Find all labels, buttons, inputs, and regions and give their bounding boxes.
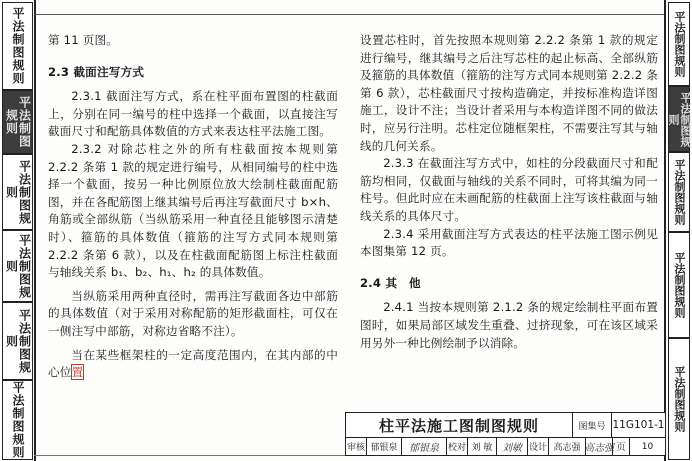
left-tab-2-active[interactable]: [2, 90, 33, 154]
reviewer-name: 郁银泉: [367, 438, 402, 455]
left-text-column: [48, 32, 338, 382]
left-tab-label: 平法制图规则: [4, 96, 32, 148]
paragraph-core-column-intro: [48, 347, 338, 382]
left-tab-label: 平法制图规则: [4, 159, 32, 225]
bottom-rule: [34, 455, 345, 456]
checker-name: 刘 敏: [468, 438, 497, 455]
paragraph-2-3-3: 2.3.3 在截面注写方式中，如柱的分段截面尺寸和配筋均相同，仅截面与轴线的关系不同时，可将其编为同一柱号。但此时应在未画配筋的柱截面上注写该柱截面与轴线关系的具体尺寸。: [360, 156, 658, 223]
right-tab-1[interactable]: [668, 2, 690, 86]
left-tab-label: 平法制图规则: [4, 308, 32, 374]
page-number: 10: [641, 441, 654, 452]
left-tab-6[interactable]: [2, 380, 33, 460]
section-heading-2-4: 2.4 其 他: [360, 275, 421, 290]
left-tab-1[interactable]: [2, 2, 33, 90]
left-tab-label: 平法制图规则: [4, 233, 32, 299]
top-rule: [34, 14, 664, 15]
left-tab-5[interactable]: [2, 302, 33, 380]
left-tab-3[interactable]: [2, 154, 33, 230]
design-label: 设计: [528, 438, 549, 455]
paragraph-2-3-1: 2.3.1 截面注写方式，系在柱平面布置图的柱截面上，分别在同一编号的柱中选择一个截面，以直接注写截面尺寸和配筋具体数值的方式来表达柱平法施工图。: [48, 89, 338, 139]
drawing-title: 柱平法施工图制图规则: [346, 413, 573, 437]
right-tab-5[interactable]: [668, 338, 690, 460]
paragraph-2-4-1: 2.4.1 当按本规则第 2.1.2 条的规定绘制柱平面布置图时，如果局部区域发生重叠、过挤现象，可在该区域采用另外一种比例绘制予以消除。: [360, 300, 658, 350]
right-tab-3[interactable]: [668, 152, 690, 232]
reviewer-signature: 郁银泉: [402, 438, 447, 455]
paragraph-2-3-4: 2.3.4 采用截面注写方式表达的柱平法施工图示例见本图集第 12 页。: [360, 226, 658, 259]
right-tab-2-active[interactable]: [668, 86, 690, 152]
continued-line: 第 11 页图。: [48, 33, 119, 47]
right-tab-strip: [664, 0, 690, 461]
designer-signature: 高志强: [586, 438, 613, 455]
left-tab-label: 平法制图规则: [11, 381, 25, 459]
right-tab-label: 平法制图规则: [667, 91, 692, 147]
left-tab-label: 平法制图规则: [11, 7, 25, 85]
paragraph-two-diameters: 当纵筋采用两种直径时，需再注写截面各边中部筋的具体数值（对于采用对称配筋的矩形截面柱，可仅在一侧注写中部筋，对称边省略不注）。: [48, 288, 338, 338]
paragraph-core-column-cont: 设置芯柱时，首先按照本规则第 2.2.2 条第 1 款的规定进行编号，继其编号之后注写芯柱的起止标高、全部纵筋及箍筋的具体数值（箍筋的注写方式同本规则第 2.2.2 条第 6 款），芯柱截面尺寸按构造确定，并按标准构造详图施工，设计不注；当设计者采用与本构造详图不同的做法时，应另行注明。芯柱定位随框架柱，不需要注写其与轴线的几何关系。: [360, 33, 658, 153]
right-tab-4[interactable]: [668, 232, 690, 338]
section-heading-2-3: 2.3 截面注写方式: [48, 64, 145, 79]
right-text-column: [360, 32, 658, 352]
checker-signature: 刘敏: [497, 438, 528, 455]
right-tab-label: 平法制图规则: [673, 159, 686, 225]
left-tab-strip: [0, 0, 36, 461]
left-tab-4[interactable]: [2, 230, 33, 302]
right-tab-label: 平法制图规则: [673, 366, 686, 432]
title-block: [345, 412, 666, 456]
paragraph-2-3-2: 2.3.2 对除芯柱之外的所有柱截面按本规则第 2.2.2 条第 1 款的规定进行编号，从相同编号的柱中选择一个截面，按另一种比例原位放大绘制柱截面配筋图，并在各配筋图上继其编号后再注写截面尺寸 b×h、角筋或全部纵筋（当纵筋采用一种直径且能够图示清楚时）、箍筋的具体数值（箍筋的注写方式同本规则第 2.2.2 条第 6 款），以及在柱截面配筋图上标注柱截面与轴线关系 b₁、b₂、h₁、h₂ 的具体数值。: [48, 141, 338, 280]
highlighted-character: 置: [71, 365, 84, 380]
right-tab-label: 平法制图规则: [673, 252, 686, 318]
page-label: 页: [613, 438, 630, 455]
core-column-text: 当在某些框架柱的一定高度范围内，在其内部的中心位: [48, 347, 338, 380]
atlas-number: 11G101-1: [612, 419, 665, 431]
review-label: 审核: [346, 438, 367, 455]
designer-name: 高志强: [549, 438, 586, 455]
atlas-number-label: 图集号: [573, 413, 612, 437]
right-tab-label: 平法制图规则: [673, 11, 686, 77]
check-label: 校对: [447, 438, 468, 455]
